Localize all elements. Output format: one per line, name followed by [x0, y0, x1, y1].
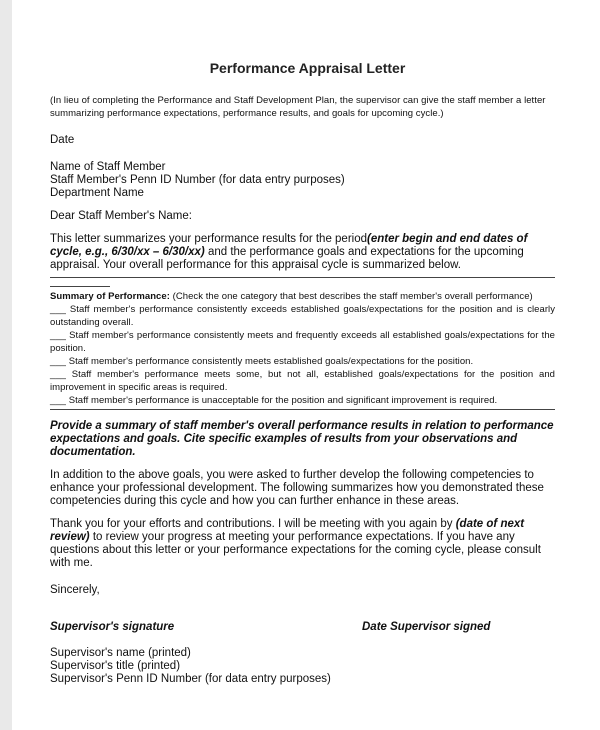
signature-row	[50, 621, 555, 633]
supervisor-name: Supervisor's name (printed)	[50, 647, 191, 659]
salutation: Dear Staff Member's Name:	[50, 210, 192, 222]
summary-prefix: This letter summarizes your performance results for the period	[50, 233, 368, 245]
rating-option-1[interactable]: ___ Staff member's performance consistently exceeds established goals/expectations for the position and is clearly outstanding overall.	[50, 304, 555, 328]
thanks-paragraph	[50, 518, 555, 570]
summary-period: (enter begin and end dates of cycle, e.g., 6/30/xx – 6/30/xx)	[50, 233, 528, 258]
page-edge	[0, 0, 12, 730]
rating-option-5[interactable]: ___ Staff member's performance is unacceptable for the position and significant improvement is required.	[50, 395, 498, 406]
short-divider	[50, 286, 110, 287]
provide-summary-instruction: Provide a summary of staff member's overall performance results in relation to performance expectations and goals. Cite specific examples of results from your observations and documentation.	[50, 420, 554, 458]
rating-option-4[interactable]: ___ Staff member's performance meets some, but not all, established goals/expectations for the position and improvement in specific areas is required.	[50, 369, 555, 393]
intro-note: (In lieu of completing the Performance and Staff Development Plan, the supervisor can give the staff member a letter summarizing performance expectations, performance results, and goals for upcoming cycle.)	[50, 95, 546, 119]
competencies-paragraph: In addition to the above goals, you were asked to further develop the following competencies to enhance your professional development. The following summarizes how you demonstrated these competencies during this cycle and how you can further enhance in these areas.	[50, 469, 544, 507]
department-name: Department Name	[50, 187, 144, 199]
supervisor-penn-id: Supervisor's Penn ID Number (for data entry purposes)	[50, 673, 331, 685]
divider	[50, 277, 555, 278]
staff-penn-id: Staff Member's Penn ID Number (for data entry purposes)	[50, 174, 345, 186]
closing: Sincerely,	[50, 584, 100, 596]
date-label: Date	[50, 134, 75, 146]
supervisor-signature-label: Supervisor's signature	[50, 621, 175, 633]
date-signed-label: Date Supervisor signed	[362, 621, 491, 633]
letter-title: Performance Appraisal Letter	[209, 60, 406, 76]
rating-option-3[interactable]: ___ Staff member's performance consistently meets established goals/expectations for the position.	[50, 356, 474, 367]
supervisor-title: Supervisor's title (printed)	[50, 660, 181, 672]
thanks-prefix: Thank you for your efforts and contributions. I will be meeting with you again by	[50, 518, 453, 530]
summary-suffix: and the performance goals and expectations for the upcoming appraisal. Your overall performance for this appraisal cycle is summarized below.	[50, 246, 524, 271]
performance-summary-heading	[50, 290, 555, 303]
summary-paragraph	[50, 233, 555, 272]
staff-name: Name of Staff Member	[50, 161, 166, 173]
letter-body	[50, 60, 555, 686]
rating-option-2[interactable]: ___ Staff member's performance consistently meets and frequently exceeds all established goals/expectations for the position.	[50, 330, 555, 354]
next-review-date: (date of next review)	[50, 518, 525, 543]
thanks-suffix: to review your progress at meeting your performance expectations. If you have any questions about this letter or your performance expectations for the coming cycle, please consult with me.	[50, 531, 541, 569]
performance-summary-label: Summary of Performance:	[50, 291, 170, 302]
performance-summary-instruction: (Check the one category that best describes the staff member's overall performance)	[172, 291, 533, 302]
